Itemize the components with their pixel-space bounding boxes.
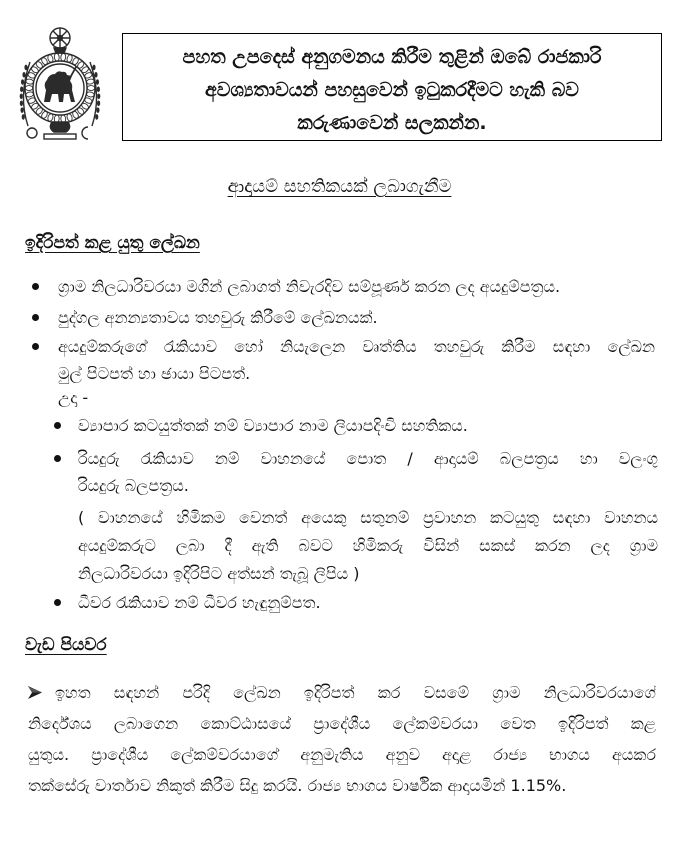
required-documents-heading: ඉදිරිපත් කළ යුතු ලේඛන — [25, 233, 200, 253]
list-item-text: පුද්ගල අනන්‍යතාවය තහවුරු කිරීමේ ලේඛනයක්. — [58, 308, 378, 327]
example-note-line: ( වාහනයේ හිමිකම වෙනත් අයෙකු සතුනම් ප්‍රවාහන කටයුතු සඳහා වාහනය — [78, 508, 658, 527]
example-note — [78, 504, 658, 588]
emblem-grain — [95, 114, 98, 120]
example-note-line: අයදුම්කරුට ලබා දී ඇති බවට හිමිකරු විසින් සකස් කරන ලද ග්‍රාම — [78, 536, 658, 555]
procedure-line: තක්සේරු වාර්තාව නිකුත් කිරීම සිදු කරයි. රාජ්‍ය භාගය වාර්ෂික ආදායමින් 1.15%. — [28, 776, 567, 795]
notice-line: කරුණාවෙන් සලකන්න. — [297, 112, 487, 134]
emblem-grain — [20, 86, 23, 92]
list-item — [58, 333, 655, 387]
procedure-heading: වැඩ පියවර — [25, 635, 107, 655]
bullet-dot-icon — [32, 314, 39, 321]
emblem-grain — [96, 79, 99, 85]
procedure-line: යුතුය. ප්‍රාදේශීය ලේකම්වරයාගේ අනුමැතිය අනුව අදාළ රාජ්‍ය භාගය අයකර — [28, 745, 656, 764]
list-item — [58, 304, 658, 332]
emblem-grain — [92, 65, 95, 71]
emblem-petal — [54, 53, 60, 61]
emblem-grain — [97, 93, 100, 99]
example-note-line: නිලධාරිවරයා ඉදිරිපිට අත්සන් තැබූ ලිපිය ) — [78, 564, 360, 583]
emblem-pot — [50, 122, 69, 132]
emblem-grain — [97, 86, 100, 92]
example-item-text: රියදුරු රැකියාව නම් වාහනයේ පොත / ආදායම් බලපත්‍රය හා වලංගු — [78, 449, 658, 468]
required-documents-heading-wrap — [25, 229, 425, 257]
emblem-grain — [21, 79, 24, 85]
page-title: ආදායම් සහතිකයක් ලබාගැනීම — [227, 176, 452, 197]
emblem-moon — [82, 127, 88, 139]
list-item-text: ග්‍රාම නිලධාරිවරයා මගින් ලබාගත් නිවැරදිව සම්පූර්ණ කරන ලද අයදුම්පත්‍රය. — [58, 277, 561, 296]
bullet-dot-icon — [32, 283, 39, 290]
example-item — [78, 412, 658, 440]
emblem-wheel-base — [54, 48, 66, 53]
emblem-grain — [22, 114, 25, 120]
notice-box — [122, 33, 662, 141]
procedure-paragraph — [28, 677, 656, 801]
bullet-dot-icon — [32, 343, 39, 350]
list-item-text: අයදුම්කරුගේ රැකියාව හෝ නියැලෙන වෘත්තිය තහවුරු කිරීම සඳහා ලේඛන — [58, 337, 655, 356]
notice-line: අවශ්‍යතාවයන් පහසුවෙන් ඉටුකරදීමට හැකි බව — [205, 79, 579, 101]
bullet-dot-icon — [54, 599, 61, 606]
example-item — [78, 445, 658, 500]
emblem-grain — [20, 107, 23, 113]
emblem-petal — [87, 86, 95, 91]
emblem-grain — [24, 65, 27, 71]
bullet-dot-icon — [54, 455, 61, 462]
emblem-grain — [22, 72, 25, 78]
procedure-line: ඉහත සඳහන් පරිදි ලේඛන ඉදිරිපත් කර වසමේ ග්‍රාම නිලධාරිවරයාගේ — [55, 683, 656, 702]
emblem-sun — [27, 128, 37, 138]
procedure-line: නිර්දේශය ලබාගෙන කොට්ඨාසයේ ප්‍රාදේශීය ලේකම්වරයා වෙත ඉදිරිපත් කළ — [28, 714, 656, 733]
example-item — [78, 589, 658, 617]
list-item — [58, 273, 658, 301]
procedure-heading-wrap — [25, 631, 425, 659]
emblem-lion — [44, 71, 75, 102]
emblem-grain — [20, 100, 23, 106]
notice-line: පහත උපදෙස් අනුගමනය කිරීම තුළින් ඔබේ රාජකාරි — [182, 46, 602, 68]
example-item-text: ධීවර රැකියාව නම් ධීවර හැඳුනුම්පත. — [78, 593, 321, 612]
emblem-grain — [96, 107, 99, 113]
emblem-grain — [94, 72, 97, 78]
sri-lanka-emblem — [16, 26, 104, 146]
example-item-text: රියදුරු බලපත්‍රය. — [78, 476, 189, 495]
emblem-petal — [25, 86, 33, 91]
emblem-base — [44, 134, 76, 139]
emblem-wheel-spokes — [50, 28, 70, 48]
example-label: උදා - — [58, 388, 89, 407]
bullet-dot-icon — [54, 422, 61, 429]
emblem-petal — [60, 53, 66, 61]
emblem-grain — [20, 93, 23, 99]
example-item-text: ව්‍යාපාර කටයුත්තක් නම් ව්‍යාපාර නාම ලියාපදිංචි සහතිකය. — [78, 416, 468, 435]
list-item-text: මුල් පිටපත් හා ඡායා පිටපත්. — [58, 364, 251, 383]
emblem-grain — [97, 100, 100, 106]
page-title-wrap — [0, 173, 679, 201]
